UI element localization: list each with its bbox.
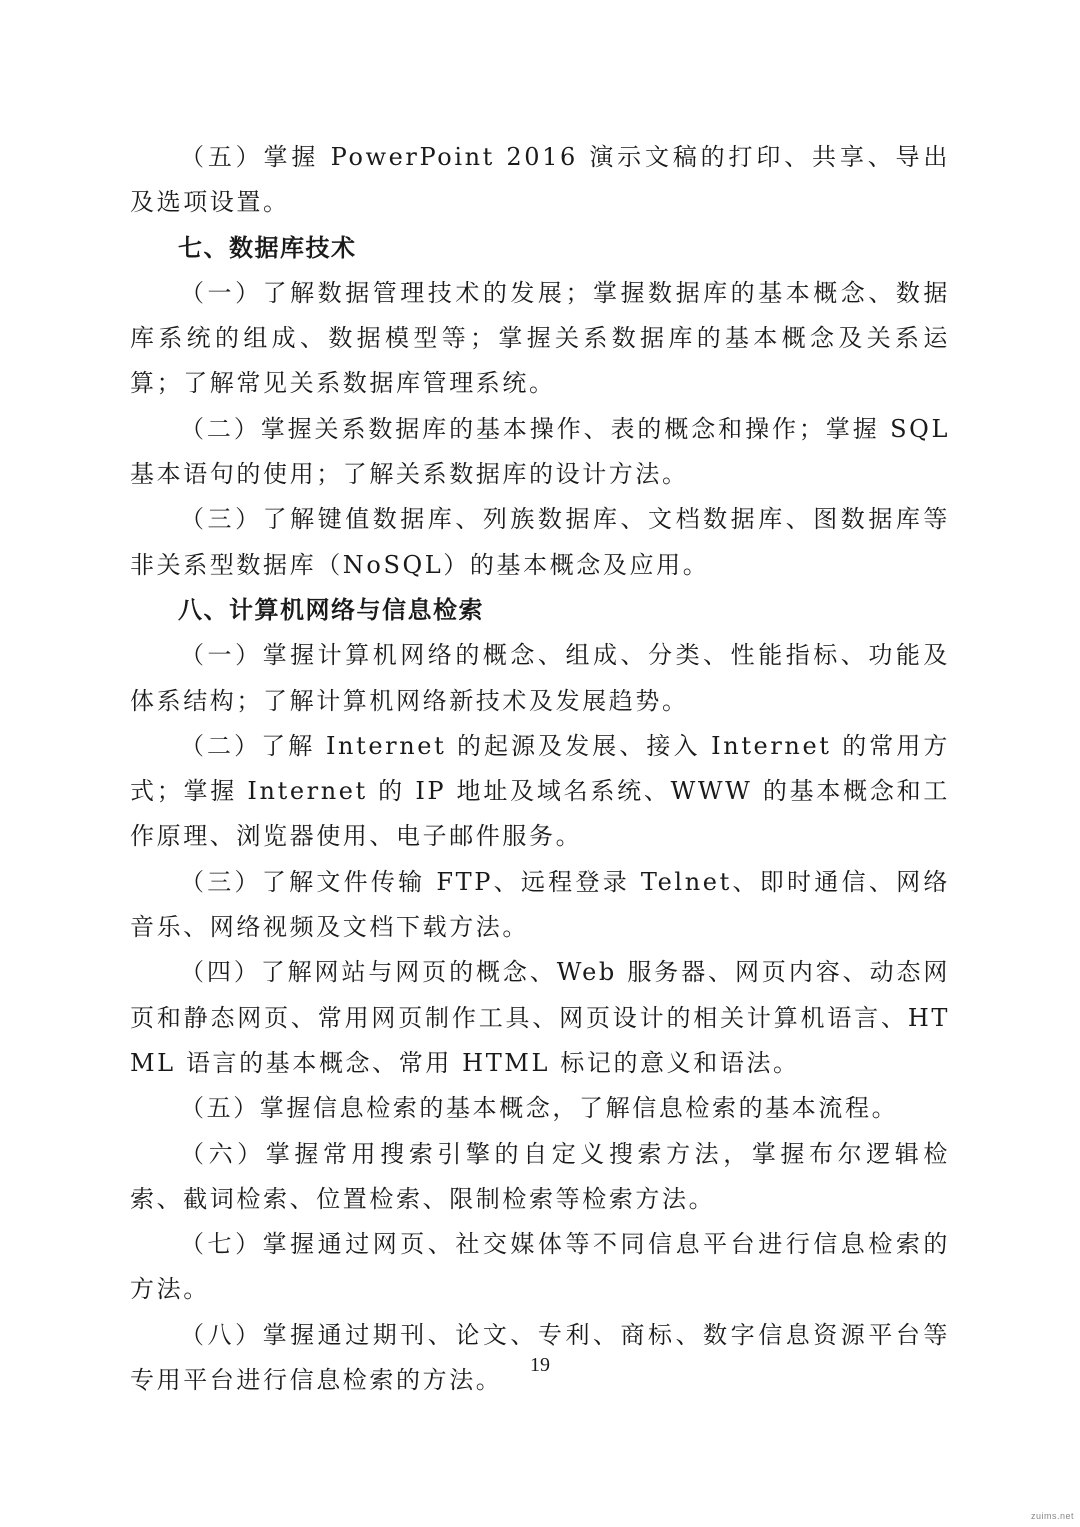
paragraph-db-1: （一）了解数据管理技术的发展；掌握数据库的基本概念、数据库系统的组成、数据模型等；掌握关系数据库的基本概念及关系运算；了解常见关系数据库管理系统。 [130, 278, 950, 398]
paragraph-net-4: （四）了解网站与网页的概念、Web 服务器、网页内容、动态网页和静态网页、常用网页制作工具、网页设计的相关计算机语言、HTML 语言的基本概念、常用 HTML 标记的意义和语法。 [130, 958, 950, 1077]
section-heading-network: 八、计算机网络与信息检索 [178, 595, 484, 624]
paragraph-net-5: （五）掌握信息检索的基本概念，了解信息检索的基本流程。 [180, 1094, 899, 1123]
paragraph-net-3: （三）了解文件传输 FTP、远程登录 Telnet、即时通信、网络音乐、网络视频及文档下载方法。 [130, 867, 950, 942]
paragraph-db-3: （三）了解键值数据库、列族数据库、文档数据库、图数据库等非关系型数据库（NoSQL）的基本概念及应用。 [130, 505, 950, 579]
paragraph-net-1: （一）掌握计算机网络的概念、组成、分类、性能指标、功能及体系结构；了解计算机网络新技术及发展趋势。 [130, 641, 950, 715]
paragraph-db-2: （二）掌握关系数据库的基本操作、表的概念和操作；掌握 SQL 基本语句的使用；了解关系数据库的设计方法。 [130, 414, 950, 489]
watermark-logo: zuims.net [1030, 1511, 1074, 1521]
paragraph-net-7: （七）掌握通过网页、社交媒体等不同信息平台进行信息检索的方法。 [130, 1230, 950, 1304]
document-body [130, 135, 950, 1403]
paragraph-net-6: （六）掌握常用搜索引擎的自定义搜索方法，掌握布尔逻辑检索、截词检索、位置检索、限制检索等检索方法。 [130, 1139, 950, 1213]
section-heading-database: 七、数据库技术 [178, 233, 357, 262]
paragraph-net-2: （二）了解 Internet 的起源及发展、接入 Internet 的常用方式；掌握 Internet 的 IP 地址及域名系统、WWW 的基本概念和工作原理、浏览器使用、电子邮件服务。 [130, 731, 950, 851]
paragraph-net-8: （八）掌握通过期刊、论文、专利、商标、数字信息资源平台等专用平台进行信息检索的方法。 [130, 1320, 950, 1395]
page-number: 19 [530, 1354, 550, 1376]
paragraph-ppt-print: （五）掌握 PowerPoint 2016 演示文稿的打印、共享、导出及选项设置。 [130, 143, 950, 217]
